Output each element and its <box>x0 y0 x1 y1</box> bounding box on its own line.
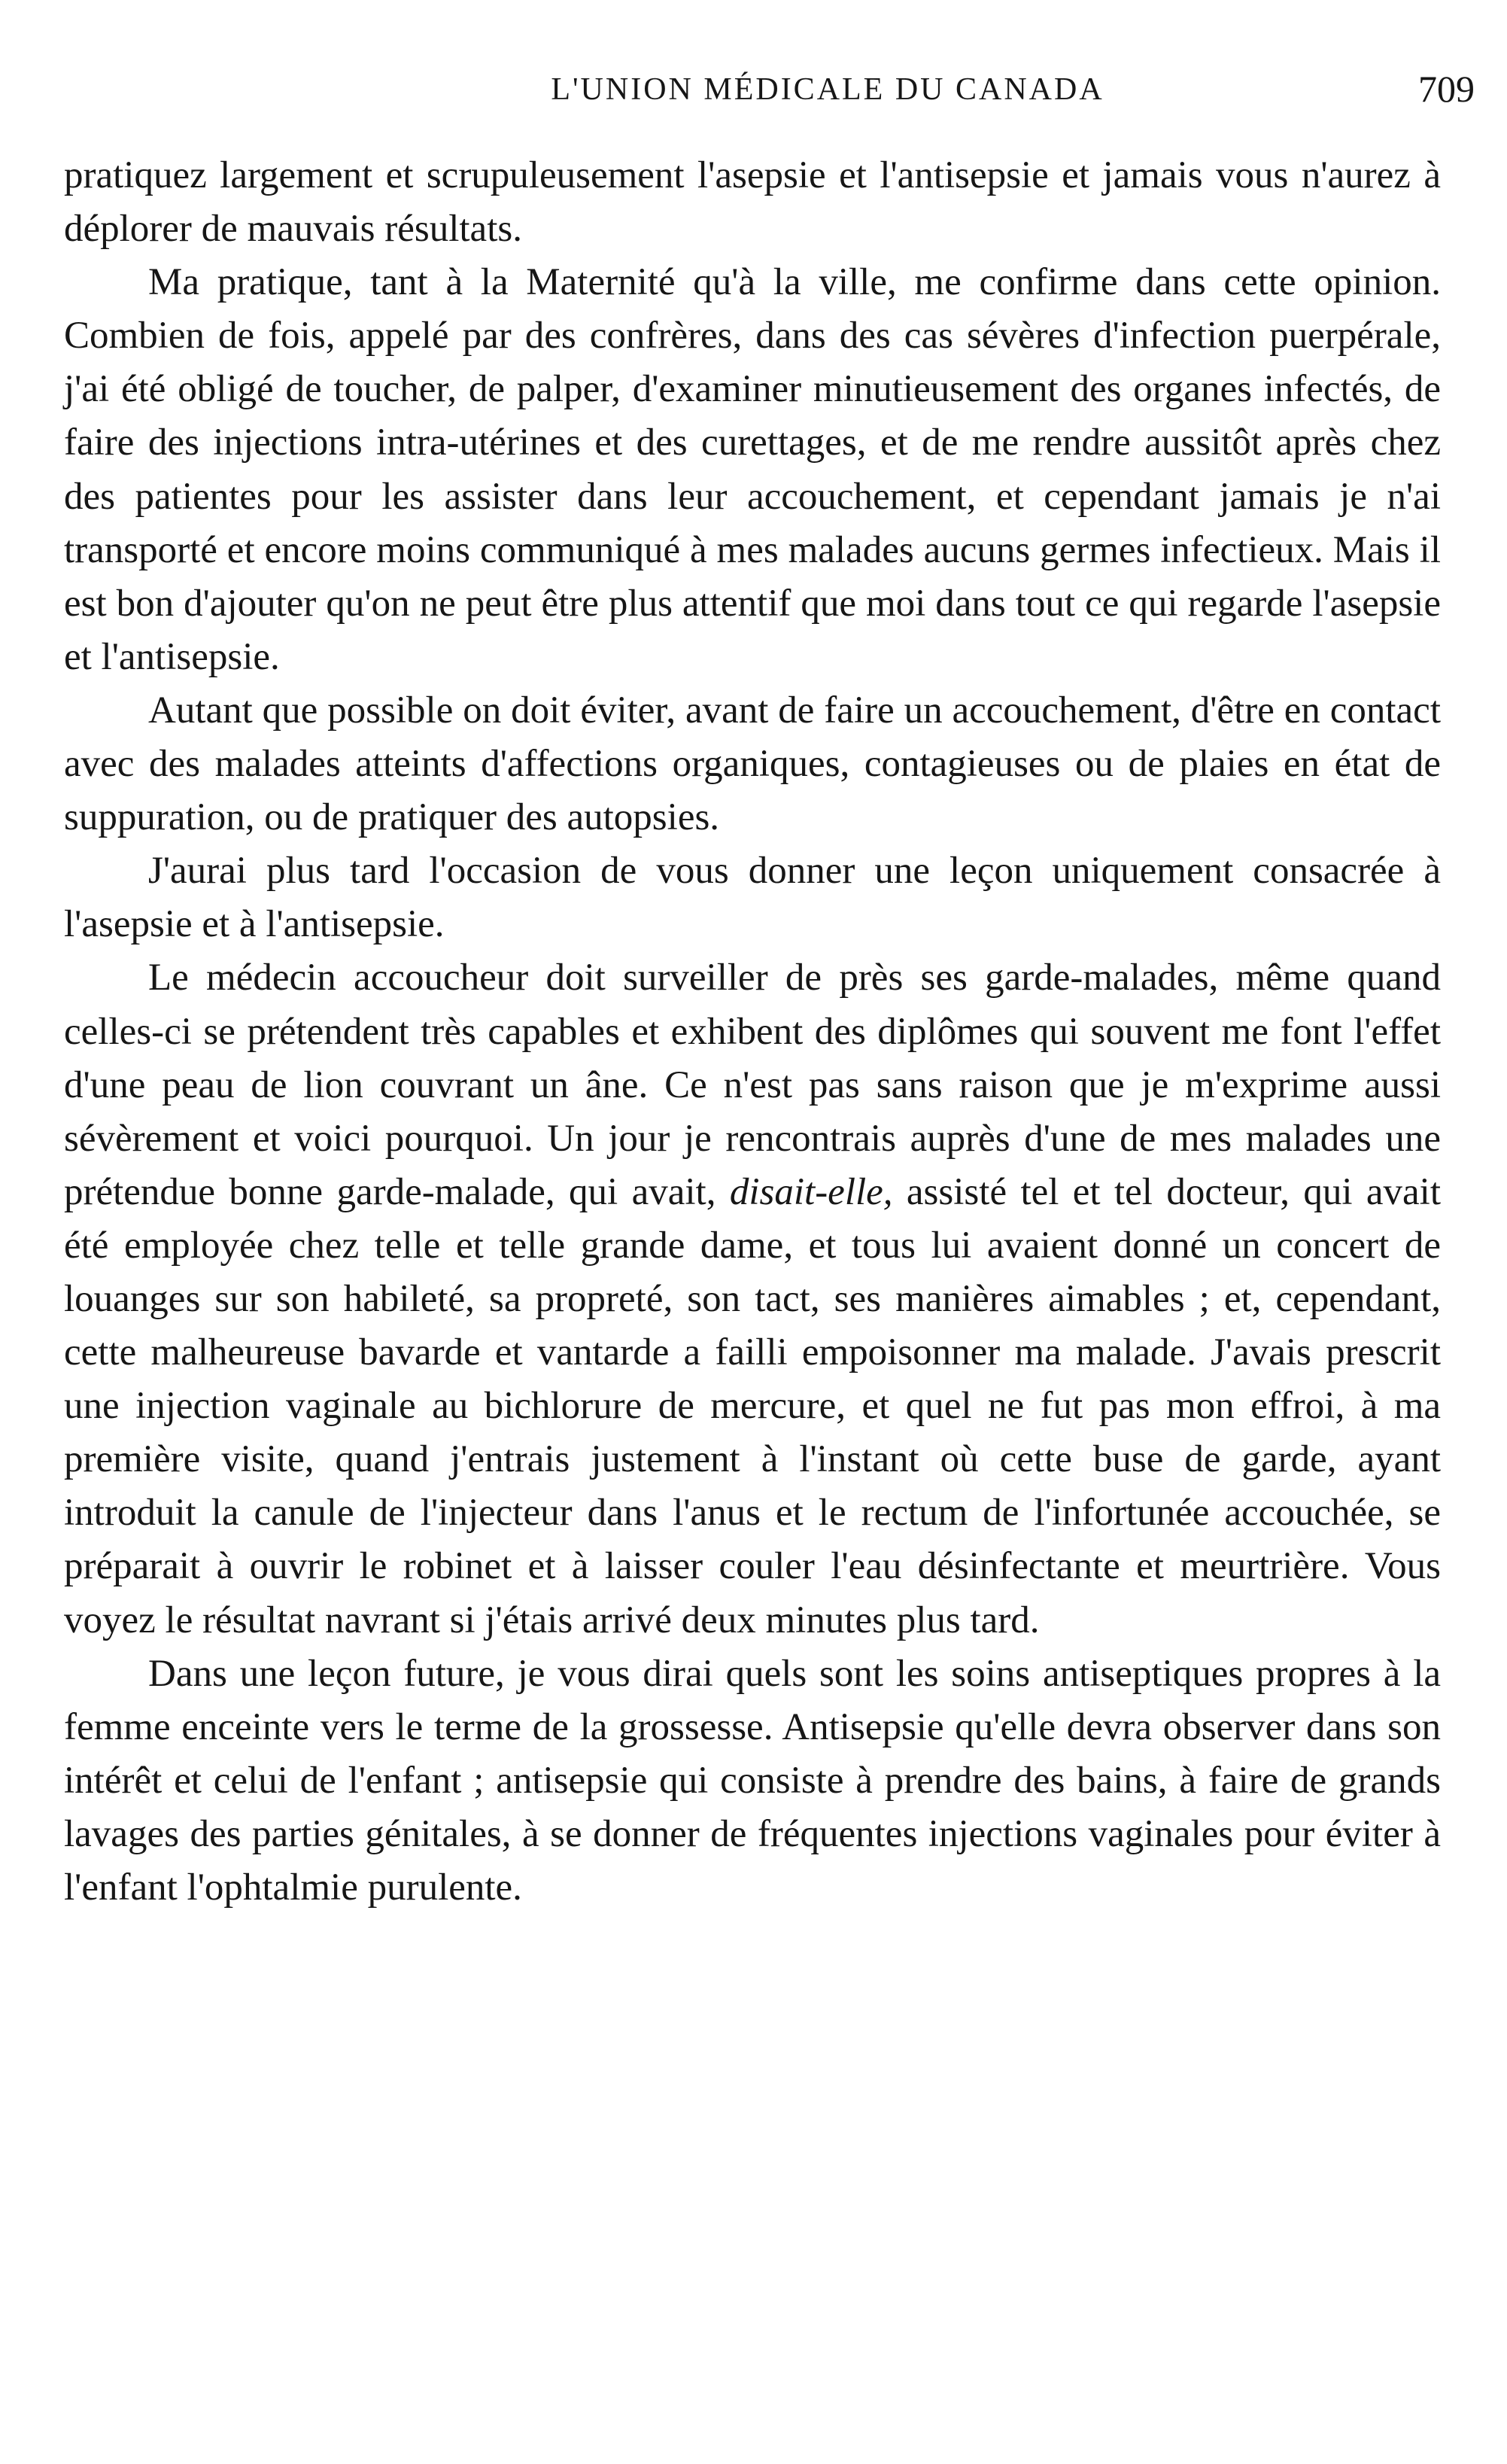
paragraph: Ma pratique, tant à la Maternité qu'à la ville, me confirme dans cette opinion. Combien de fois, appelé par des confrères, dans des cas sévères d'infection puerpérale, j'ai été obligé de toucher, de palper, d'examiner minutieusement des organes infectés, de faire des injections intra-utérines et des curettages, et de me rendre aussitôt après chez des patientes pour les assister dans leur accouchement, et cependant jamais je n'ai transporté et encore moins communiqué à mes malades aucuns germes infectieux. Mais il est bon d'ajouter qu'on ne peut être plus attentif que moi dans tout ce qui regarde l'asepsie et l'antisepsie. <box>64 261 1441 678</box>
italic-text: disait-elle, <box>729 1170 893 1213</box>
page-number: 709 <box>1418 68 1475 110</box>
running-header <box>75 68 1475 117</box>
paragraph-continuation: pratiquez largement et scrupuleusement l'asepsie et l'antisepsie et jamais vous n'aurez à déplorer de mauvais résultats. <box>64 154 1441 251</box>
running-title: L'UNION MÉDICALE DU CANADA <box>551 72 1104 107</box>
paragraph-text: assisté tel et tel docteur, qui avait été employée chez telle et telle grande dame, et tous lui avaient donné un concert de louanges sur son habileté, sa propreté, son tact, ses manières aimables ; et, cependant, cette malheureuse bavarde et vantarde a failli empoisonner ma malade. J'avais prescrit une injection vaginale au bichlorure de mercure, et quel ne fut pas mon effroi, à ma première visite, quand j'entrais justement à l'instant où cette buse de garde, ayant introduit la canule de l'injecteur dans l'anus et le rectum de l'infortunée accouchée, se préparait à ouvrir le robinet et à laisser couler l'eau désinfectante et meurtrière. Vous voyez le résultat navrant si j'étais arrivé deux minutes plus tard. <box>64 1170 1441 1641</box>
paragraph: Autant que possible on doit éviter, avant de faire un accouchement, d'être en contact avec des malades atteints d'affections organiques, contagieuses ou de plaies en état de suppuration, ou de pratiquer des autopsies. <box>64 689 1441 839</box>
paragraph-text: Le médecin accoucheur doit surveiller de près ses garde-malades, même quand celles-ci se prétendent très capables et exhibent des diplômes qui souvent me font l'effet d'une peau de lion couvrant un âne. Ce n'est pas sans raison que je m'exprime aussi sévèrement et voici pourquoi. Un jour je rencontrais auprès d'une de mes malades une prétendue bonne garde-malade, qui avait, <box>64 957 1441 1213</box>
paragraph: J'aurai plus tard l'occasion de vous donner une leçon uniquement consacrée à l'asepsie et à l'antisepsie. <box>64 850 1441 946</box>
paragraph: Dans une leçon future, je vous dirai quels sont les soins antiseptiques propres à la femme enceinte vers le terme de la grossesse. Antisepsie qu'elle devra observer dans son intérêt et celui de l'enfant ; antisepsie qui consiste à prendre des bains, à faire de grands lavages des parties génitales, à se donner de fréquentes injections vaginales pour éviter à l'enfant l'ophtalmie purulente. <box>64 1652 1441 1909</box>
paragraph <box>64 951 1441 1647</box>
body-text <box>64 149 1441 1915</box>
